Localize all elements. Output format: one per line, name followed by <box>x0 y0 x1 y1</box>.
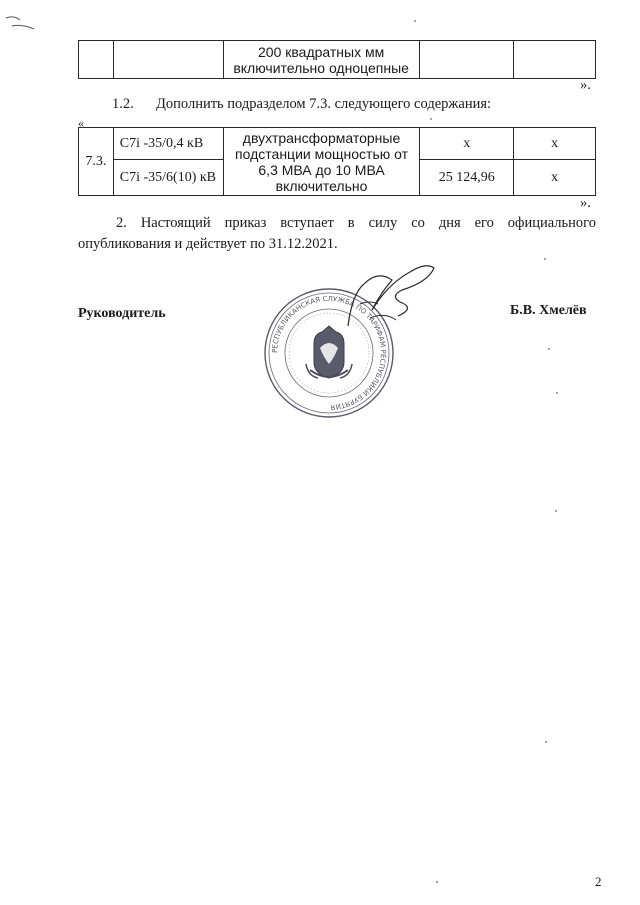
word: в <box>347 215 355 231</box>
desc-line: двухтрансформаторные <box>242 129 401 146</box>
word: дня <box>438 215 461 231</box>
signature-name: Б.В. Хмелёв <box>510 303 587 318</box>
desc-line: подстанции мощностью от <box>235 145 409 162</box>
scan-speck <box>555 510 557 512</box>
top-table <box>78 40 596 79</box>
closing-quote: ». <box>580 195 591 211</box>
opening-quote: « <box>78 116 84 130</box>
desc-line: включительно <box>275 177 368 194</box>
row-description <box>223 128 419 196</box>
scan-speck <box>414 20 416 22</box>
word: со <box>411 215 425 231</box>
table-cell <box>113 41 223 79</box>
closing-quote: ». <box>580 77 591 93</box>
row-value: х <box>514 160 596 196</box>
row-name: С7i -35/0,4 кВ <box>113 128 223 160</box>
row-value: х <box>514 128 596 160</box>
row-value: х <box>420 128 514 160</box>
item-1-2-number: 1.2. <box>112 96 134 112</box>
table-cell-description <box>223 41 419 79</box>
word: Настоящий <box>140 215 211 231</box>
table-cell <box>419 41 513 79</box>
scan-speck <box>436 881 438 883</box>
desc-line: 6,3 МВА до 10 МВА <box>258 161 385 178</box>
table-cell <box>513 41 595 79</box>
scan-mark <box>4 12 40 36</box>
desc-line: включительно одноцепные <box>233 59 409 76</box>
row-value: 25 124,96 <box>420 160 514 196</box>
word: силу <box>368 215 398 231</box>
word: 2. <box>116 215 127 231</box>
handwritten-signature <box>330 254 440 334</box>
table-row <box>79 41 596 79</box>
table-row <box>79 128 596 160</box>
word: приказ <box>224 215 267 231</box>
scan-speck <box>548 348 550 350</box>
page-number: 2 <box>595 874 602 889</box>
item-2-line2: опубликования и действует по 31.12.2021. <box>78 236 338 252</box>
item-1-2-text: Дополнить подразделом 7.3. следующего содержания: <box>156 96 492 112</box>
table-7-3 <box>78 127 596 196</box>
word: его <box>474 215 494 231</box>
table-cell <box>79 41 114 79</box>
desc-line: 200 квадратных мм <box>258 43 385 60</box>
scan-speck <box>430 118 432 120</box>
word: официального <box>507 215 596 231</box>
scan-speck <box>544 258 546 260</box>
scan-speck <box>556 392 558 394</box>
stamp-ring-text: РЕСПУБЛИКАНСКАЯ СЛУЖБА ПО ТАРИФАМ РЕСПУБЛИКИ БУРЯТИЯ <box>270 294 388 412</box>
scan-speck <box>545 741 547 743</box>
item-2-line1 <box>116 214 596 233</box>
row-name: С7i -35/6(10) кВ <box>113 160 223 196</box>
word: вступает <box>280 215 334 231</box>
signature-title: Руководитель <box>78 306 166 321</box>
row-number: 7.3. <box>79 128 114 196</box>
